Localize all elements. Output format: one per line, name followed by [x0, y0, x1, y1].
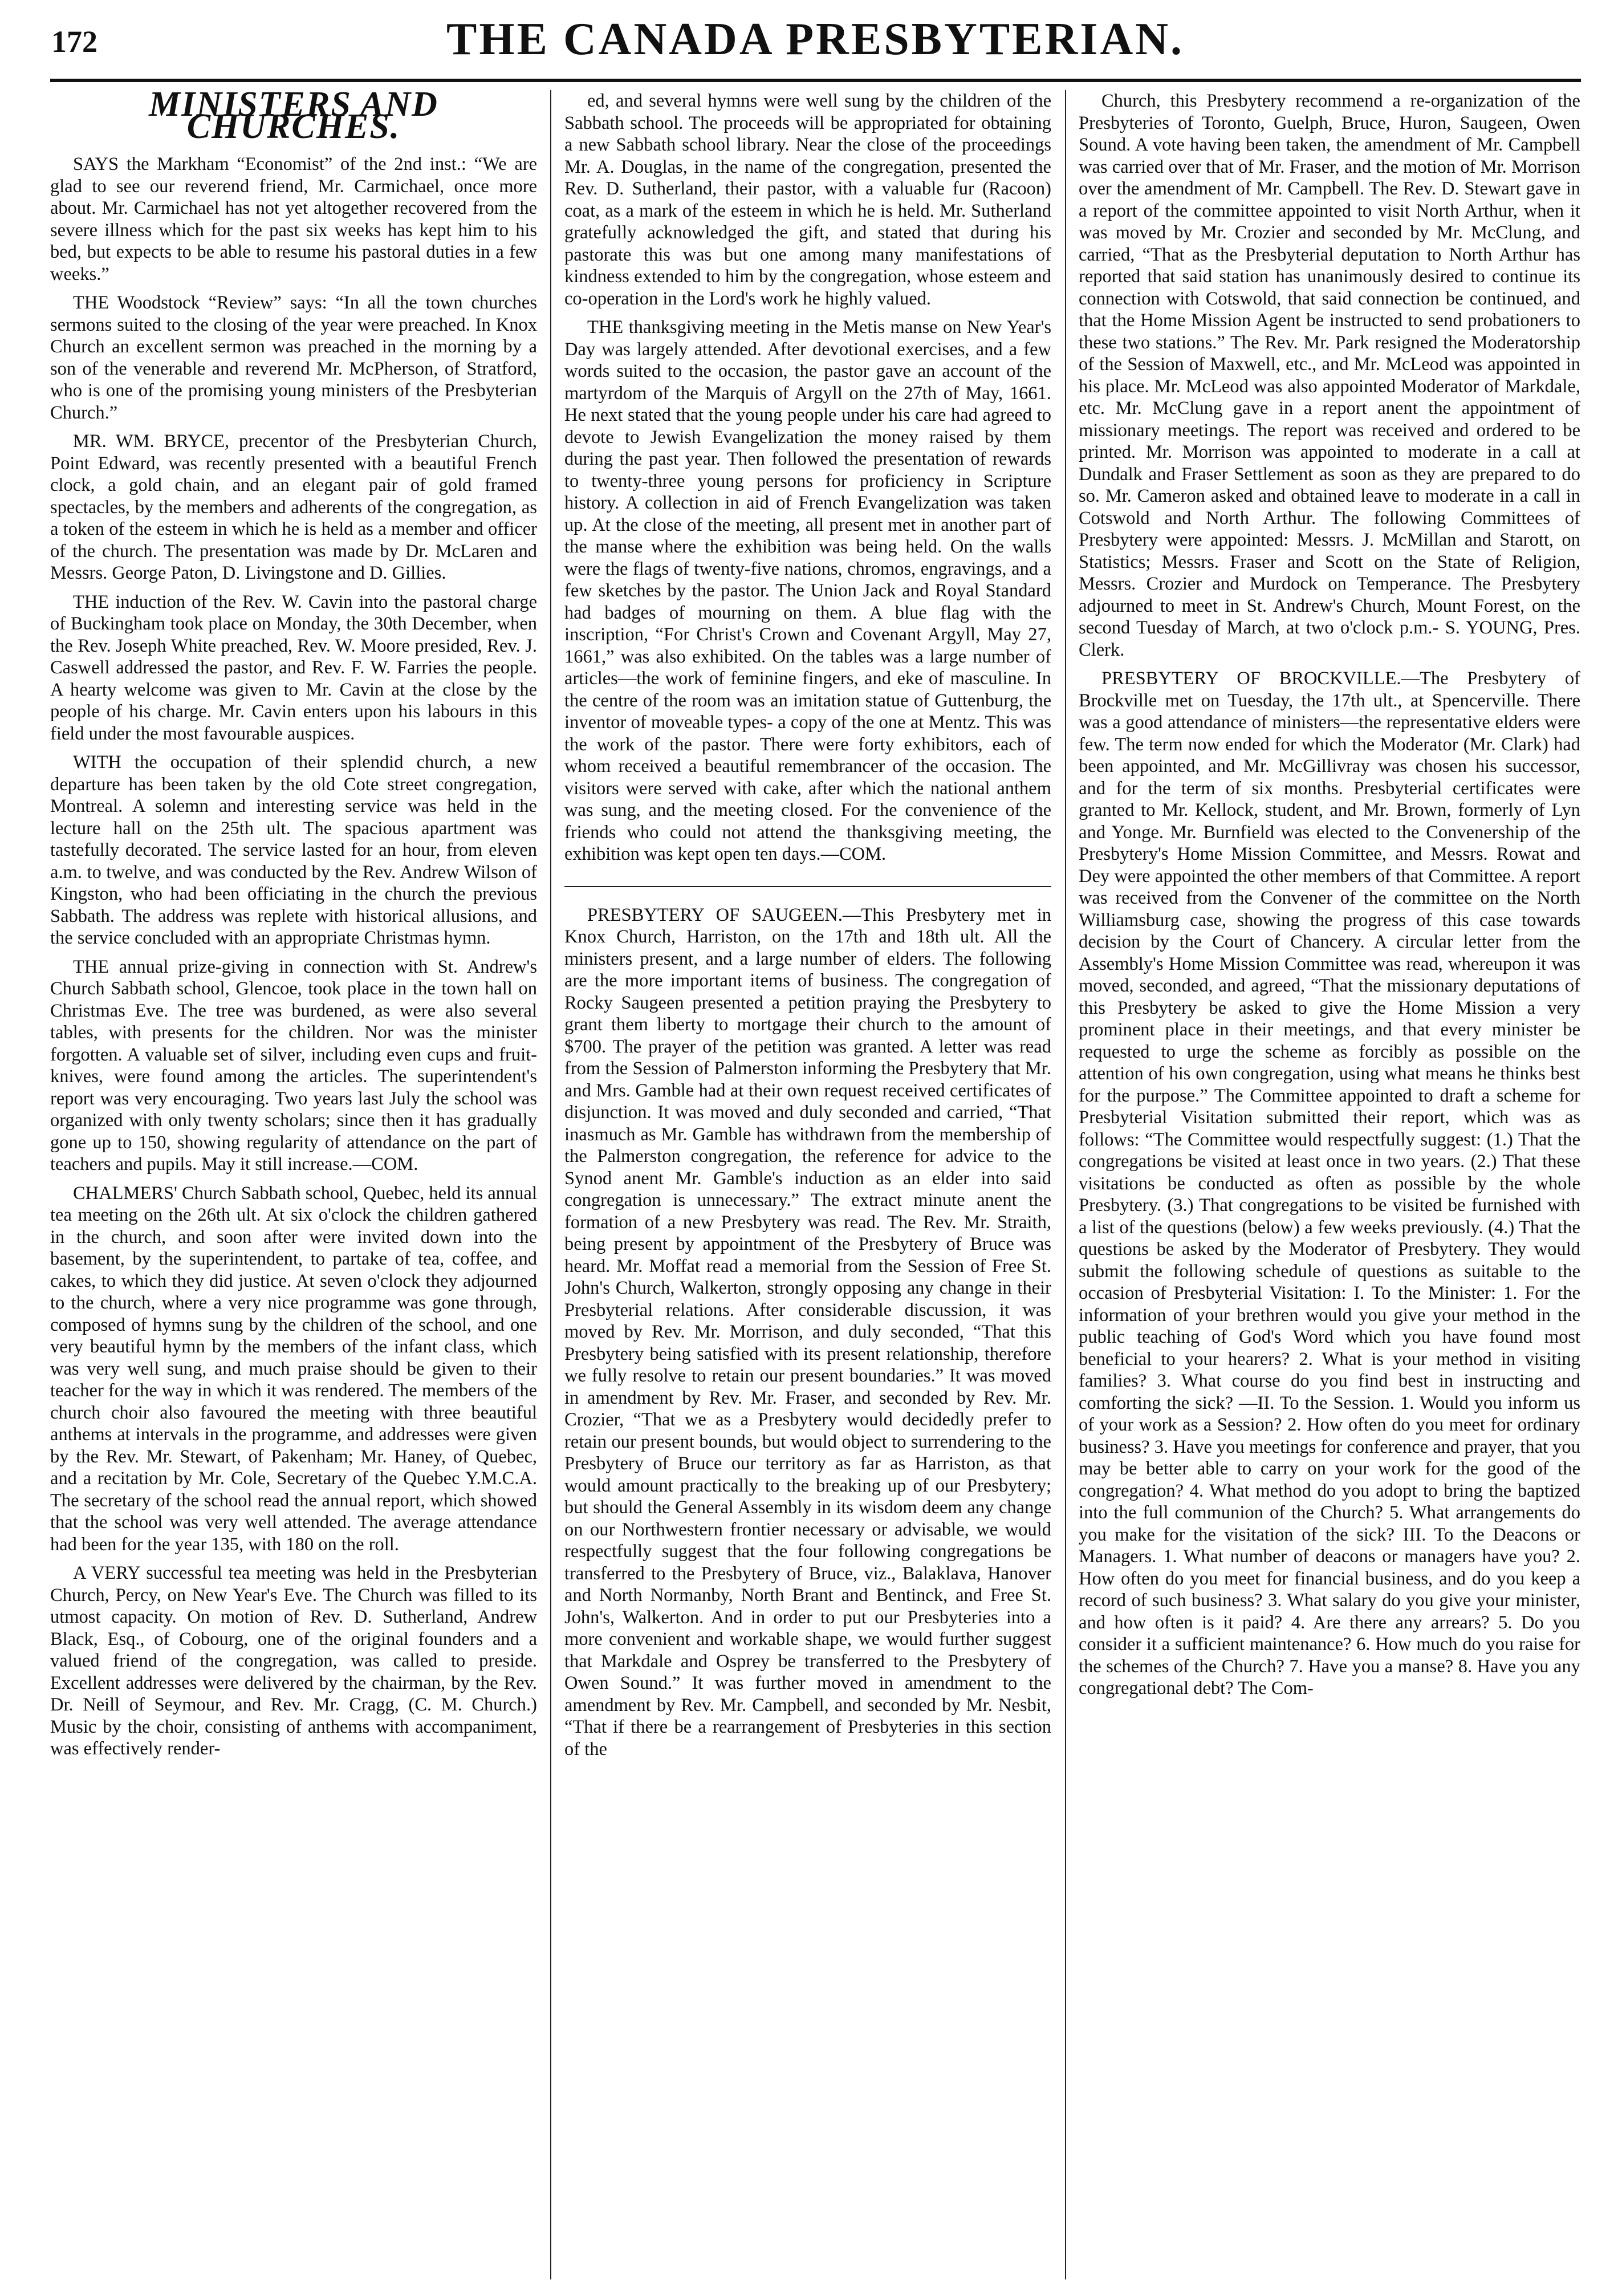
paragraph: PRESBYTERY OF BROCKVILLE.—The Presbytery of Brockville met on Tuesday, the 17th ult., at Spencerville. There was a good attendance of ministers—the representative elders were few. The term now ended for which the Moderator (Mr. Clark) had been appointed, and Mr. McGillivray was chosen his successor, and for the term of six months. Presbyterial certificates were granted to Mr. Kellock, student, and Mr. Brown, formerly of Lyn and Yonge. Mr. Burnfield was elected to the Convenership of the Presbytery's Home Mission Committee, and Messrs. Rowat and Dey were appointed the other members of that Committee. A report was received from the Convener of the committee on the North Williamsburg case, showing the progress of this case towards decision by the Court of Chancery. A circular letter from the Assembly's Home Mission Committee was read, whereupon it was moved, seconded, and agreed, “That the missionary deputations of this Presbytery be asked to give the Home Mission a very prominent place in their meetings, and that every minister be requested to urge the scheme as forcibly as possible on the attention of his own congregation, using what means he thinks best for the purpose.” The Committee appointed to draft a scheme for Presbyterial Visitation submitted their report, which was as follows: “The Committee would respectfully suggest: (1.) That the congregations be visited at least once in two years. (2.) That these visitations be conducted as often as possible by the whole Presbytery. (3.) That congregations to be visited be furnished with a list of the questions (below) a few weeks previously. (4.) That the questions be asked by the Moderator of Presbytery. They would submit the following schedule of questions as suitable to the occasion of Presbyterial Visitation: I. To the Minister: 1. For the information of your brethren would you give your method in the public teaching of God's Word which you have found most beneficial to your hearers? 2. What is your method in visiting families? 3. What course do you find best in instructing and comforting the sick? —II. To the Session. 1. Would you inform us of your work as a Session? 2. How often do you meet for ordinary business? 3. Have you meetings for conference and prayer, that you may be better able to carry on your work for the good of the congregation? 4. What method do you adopt to bring the baptized into the full communion of the Church? 5. What arrangements do you make for the visitation of the sick? III. To the Deacons or Managers. 1. What number of deacons or managers have you? 2. How often do you meet for financial business, and do you keep a record of such business? 3. What salary do you give your minister, and how often is it paid? 4. Are there any arrears? 5. Do you consider it a sufficient maintenance? 6. How much do you raise for the schemes of the Church? 7. Have you a manse? 8. Have you any congregational debt? The Com- — [1079, 668, 1580, 1698]
section-heading: MINISTERS AND CHURCHES. — [149, 90, 438, 146]
paragraph: SAYS the Markham “Economist” of the 2nd inst.: “We are glad to see our reverend friend, Mr. Carmichael, once more about. Mr. Carmichael has not yet altogether recovered from the severe illness which for the past six weeks has kept him to his bed, but expects to be able to resume his pastoral duties in a few weeks.” — [50, 154, 537, 285]
paragraph: PRESBYTERY OF SAUGEEN.—This Presbytery met in Knox Church, Harriston, on the 17th and 18th ult. All the ministers present, and a large number of elders. The following are the more important items of business. The congregation of Rocky Saugeen presented a petition praying the Presbytery to grant them liberty to mortgage their church to the amount of $700. The prayer of the petition was granted. A letter was read from the Session of Palmerston informing the Presbytery that Mr. and Mrs. Gamble had at their own request received certificates of disjunction. It was moved and duly seconded and carried, “That inasmuch as Mr. Gamble has withdrawn from the membership of the Palmerston congregation, the reference for advice to the Synod anent Mr. Gamble's induction as an elder into said congregation is unnecessary.” The extract minute anent the formation of a new Presbytery was read. The Rev. Mr. Straith, being present by appointment of the Presbytery of Bruce was heard. Mr. Moffat read a memorial from the Session of Free St. John's Church, Walkerton, strongly opposing any change in their Presbyterial relations. After considerable discussion, it was moved by Rev. Mr. Morrison, and duly seconded, “That this Presbytery being satisfied with its present relationship, therefore we fully resolve to retain our present boundaries.” It was moved in amendment by Rev. Mr. Fraser, and seconded by Rev. Mr. Crozier, “That we as a Presbytery would decidedly prefer to retain our present bounds, but would object to surrendering to the Presbytery of Bruce our territory as far as Harriston, as that would amount practically to the breaking up of our Presbytery; but should the General Assembly in its wisdom deem any change on our Northwestern frontier necessary or advisable, we would respectfully suggest that the four following congregations be transferred to the Presbytery of Bruce, viz., Balaklava, Hanover and North Normanby, North Brant and Bentinck, and Free St. John's, Walkerton. And in order to put our Presbyteries into a more convenient and workable shape, we would further suggest that Markdale and Osprey be transferred to the Presbytery of Owen Sound.” It was further moved in amendment to the amendment by Rev. Mr. Campbell, and seconded by Mr. Nesbit, “That if there be a rearrangement of Presbyteries in this section of the — [564, 904, 1051, 1759]
page-number: 172 — [51, 25, 97, 59]
paragraph: THE thanksgiving meeting in the Metis manse on New Year's Day was largely attended. After devotional exercises, and a few words suited to the occasion, the pastor gave an account of the martyrdom of the Marquis of Argyll on the 27th of May, 1661. He next stated that the young people under his care had agreed to devote to Jewish Evangelization the money raised by them during the past year. Then followed the presentation of rewards to twenty-three young persons for proficiency in Scripture history. A collection in aid of French Evangelization was taken up. At the close of the meeting, all present met in another part of the manse where the exhibition was being held. On the walls were the flags of twenty-five nations, chromos, engravings, and a few sketches by the pastor. The Union Jack and Royal Standard had badges of mourning on them. A blue flag with the inscription, “For Christ's Crown and Covenant Argyll, May 27, 1661,” was also exhibited. On the tables was a large number of articles—the work of feminine fingers, and eke of masculine. In the centre of the room was an imitation statue of Guttenburg, the inventor of moveable types- a copy of the one at Mentz. This was the work of the pastor. There were forty exhibitors, each of whom received a beautiful remembrancer of the occasion. The visitors were served with cake, after which the national anthem was sung, and the meeting closed. For the convenience of the friends who could not attend the thanksgiving meeting, the exhibition was kept open ten days.—COM. — [564, 317, 1051, 864]
paragraph: MR. WM. BRYCE, precentor of the Presbyterian Church, Point Edward, was recently presented with a beautiful French clock, a gold chain, and an elegant pair of gold framed spectacles, by the members and adherents of the congregation, as a token of the esteem in which he is held as a member and officer of the church. The presentation was made by Dr. McLaren and Messrs. George Paton, D. Livingstone and D. Gillies. — [50, 431, 537, 583]
column-2 — [564, 90, 1051, 2279]
paragraph: CHALMERS' Church Sabbath school, Quebec, held its annual tea meeting on the 26th ult. At six o'clock the children gathered in the church, and soon after were invited down into the basement, by the superintendent, to partake of tea, coffee, and cakes, to which they did justice. At seven o'clock they adjourned to the church, where a very nice programme was gone through, composed of hymns sung by the children of the school, and one very beautiful hymn by the members of the infant class, which was very well sung, and much praise should be given to their teacher for the way in which it was rendered. The members of the church choir also favoured the meeting with three beautiful anthems at intervals in the programme, and addresses were given by the Rev. Mr. Stewart, of Pakenham; Mr. Haney, of Quebec, and a recitation by Mr. Cole, Secretary of the Quebec Y.M.C.A. The secretary of the school read the annual report, which showed that the school was very well attended. The average attendance had been for the year 135, with 180 on the roll. — [50, 1182, 537, 1555]
masthead-title: THE CANADA PRESBYTERIAN. — [446, 14, 1184, 64]
paragraph: Church, this Presbytery recommend a re-organization of the Presbyteries of Toronto, Guelph, Bruce, Huron, Saugeen, Owen Sound. A vote having been taken, the amendment of Mr. Campbell was carried over that of Mr. Fraser, and the motion of Mr. Morrison over the amendment of Mr. Campbell. The Rev. D. Stewart gave in a report of the committee appointed to visit North Arthur, when it was moved by Mr. Crozier and seconded by Mr. McClung, and carried, “That as the Presbyterial deputation to North Arthur has reported that said station has unanimously desired to continue its connection with Cotswold, that said connection be continued, and that the Home Mission Agent be instructed to send probationers to these two stations.” The Rev. Mr. Park resigned the Moderatorship of the Session of Maxwell, etc., and Mr. McLeod was appointed in his place. Mr. McLeod was also appointed Moderator of Markdale, etc. Mr. McClung gave in a report anent the appointment of missionary meetings. The report was received and ordered to be printed. Mr. Morrison was appointed to moderate in a call at Dundalk and Fraser Settlement as soon as they are prepared to do so. Mr. Cameron asked and obtained leave to moderate in a call in Cotswold and North Arthur. The following Committees of Presbytery were appointed: Messrs. J. McMillan and Starott, on Statistics; Messrs. Fraser and Scott on the State of Religion, Messrs. Crozier and Murdock on Temperance. The Presbytery adjourned to meet in St. Andrew's Church, Mount Forest, on the second Tuesday of March, at two o'clock p.m.- S. YOUNG, Pres. Clerk. — [1079, 91, 1580, 660]
column-1 — [50, 90, 537, 2279]
paragraph: THE annual prize-giving in connection with St. Andrew's Church Sabbath school, Glencoe, took place in the town hall on Christmas Eve. The tree was burdened, as were also several tables, with presents for the children. Nor was the minister forgotten. A valuable set of silver, including even cups and fruit-knives, were found among the articles. The superintendent's report was very encouraging. Two years last July the school was organized with only twenty scholars; since then it has gradually gone up to 150, showing regularity of attendance on the part of teachers and pupils. May it still increase.—COM. — [50, 956, 537, 1175]
paragraph: A VERY successful tea meeting was held in the Presbyterian Church, Percy, on New Year's Eve. The Church was filled to its utmost capacity. On motion of Rev. D. Sutherland, Andrew Black, Esq., of Cobourg, one of the original founders and a valued friend of the congregation, was called to preside. Excellent addresses were delivered by the chairman, by the Rev. Dr. Neill of Seymour, and Rev. Mr. Cragg, (C. M. Church.) Music by the choir, consisting of anthems with accompaniment, was effectively render- — [50, 1563, 537, 1759]
page-header — [51, 11, 1579, 74]
paragraph: WITH the occupation of their splendid church, a new departure has been taken by the old Cote street congregation, Montreal. A solemn and interesting service was held in the lecture hall on the 25th ult. The spacious apartment was tastefully decorated. The service lasted for an hour, from eleven a.m. to twelve, and was conducted by the Rev. Andrew Wilson of Kingston, who had been officiating in the church the previous Sabbath. The address was replete with historical allusions, and the service concluded with an appropriate Christmas hymn. — [50, 752, 537, 948]
column-divider — [550, 90, 551, 2279]
paragraph: ed, and several hymns were well sung by the children of the Sabbath school. The proceeds will be appropriated for obtaining a new Sabbath school library. Near the close of the proceedings Mr. A. Douglas, in the name of the congregation, presented the Rev. D. Sutherland, their pastor, with a valuable fur (Racoon) coat, as a mark of the esteem in which he is held. Mr. Sutherland gratefully acknowledged the gift, and stated that during his pastorate this was but one among many manifestations of kindness extended to him by the congregation, whose esteem and co-operation in the Lord's work he highly valued. — [564, 91, 1051, 309]
column-divider — [1065, 90, 1066, 2279]
column-3 — [1079, 90, 1580, 2279]
paragraph: THE Woodstock “Review” says: “In all the town churches sermons suited to the closing of the year were preached. In Knox Church an excellent sermon was preached in the morning by a son of the venerable and reverend Mr. McPherson, of Stratford, who is one of the promising young ministers of the Presbyterian Church.” — [50, 292, 537, 423]
article-divider — [564, 886, 1051, 887]
header-rule — [50, 79, 1581, 82]
paragraph: THE induction of the Rev. W. Cavin into the pastoral charge of Buckingham took place on Monday, the 30th December, when the Rev. Joseph White preached, Rev. W. Moore presided, Rev. J. Caswell addressed the pastor, and Rev. F. W. Farries the people. A hearty welcome was given to Mr. Cavin at the close by the people of his charge. Mr. Cavin enters upon his labours in this field under the most favourable auspices. — [50, 591, 537, 744]
